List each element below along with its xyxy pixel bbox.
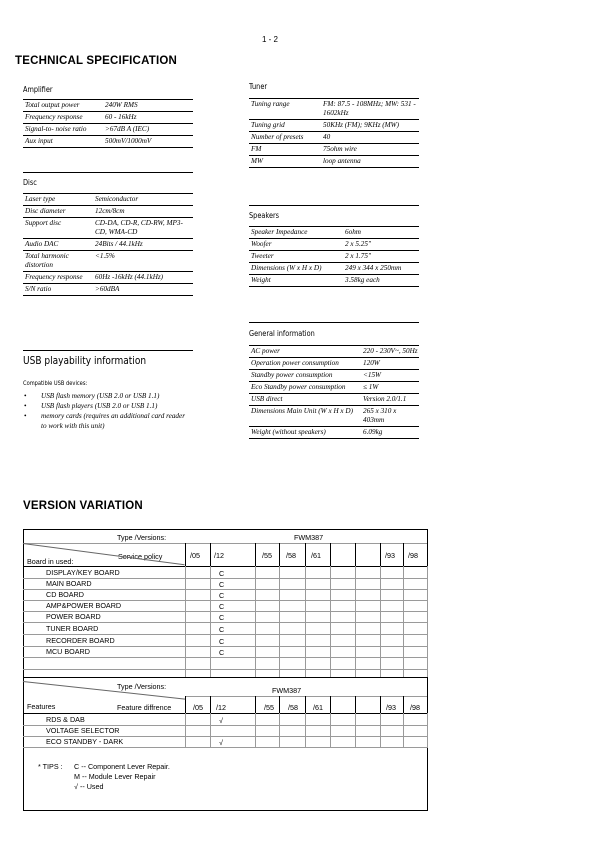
spec-label: MW (249, 156, 319, 168)
table-rule (23, 634, 427, 635)
bullet-icon: • (24, 412, 27, 420)
board-name: TUNER BOARD (46, 624, 99, 633)
usb-heading: USB playability information (23, 354, 147, 367)
spec-value: 240W RMS (101, 100, 193, 112)
table-rule (279, 566, 280, 677)
tips-label: * TIPS : (38, 762, 63, 771)
spec-label: Number of presets (249, 132, 319, 144)
column-header: /93 (386, 703, 396, 712)
version-title: VERSION VARIATION (23, 500, 143, 512)
feature-difference-label: Feature diffrence (117, 703, 172, 712)
tip-line: C -- Component Lever Repair. (74, 762, 170, 771)
spec-label: Aux input (23, 136, 101, 148)
table-rule (305, 696, 306, 713)
spec-value: 265 x 310 x 403mm (359, 406, 419, 427)
page-number: 1 - 2 (262, 35, 279, 44)
column-header: /58 (288, 703, 298, 712)
table-rule (23, 657, 427, 658)
table-rule (403, 696, 404, 713)
table-rule (403, 543, 404, 566)
tip-line: M -- Module Lever Repair (74, 772, 156, 781)
table-rule (255, 696, 256, 713)
spec-label: FM (249, 144, 319, 156)
column-header: /58 (286, 551, 296, 560)
board-name: CD BOARD (46, 590, 84, 599)
spec-value: loop antenna (319, 156, 419, 168)
type-versions-label: Type /Versions: (117, 533, 167, 542)
table-rule (380, 566, 381, 677)
table-rule (185, 713, 186, 748)
board-code: C (219, 613, 225, 622)
table-rule (305, 566, 306, 677)
spec-value: <15W (359, 370, 419, 382)
table-rule (427, 713, 428, 748)
spec-value: 220 - 230V~, 50Hz (359, 346, 419, 358)
tips-lines (74, 762, 170, 792)
spec-value: Version 2.0/1.1 (359, 394, 419, 406)
board-code: C (219, 602, 225, 611)
spec-label: Dimensions Main Unit (W x H x D) (249, 406, 359, 427)
usb-list-item: • USB flash memory (USB 2.0 or USB 1.1) (24, 392, 160, 400)
table-rule (403, 566, 404, 677)
spec-value: 3.58kg each (341, 275, 419, 287)
feature-name: RDS & DAB (46, 715, 85, 724)
table-rule (279, 696, 280, 713)
board-code: C (219, 648, 225, 657)
spec-value: 50KHz (FM); 9KHz (MW) (319, 120, 419, 132)
spec-label: Weight (without speakers) (249, 427, 359, 439)
table-border (23, 677, 427, 678)
board-name: MAIN BOARD (46, 579, 92, 588)
spec-label: Operation power consumption (249, 358, 359, 370)
table-rule (305, 713, 306, 748)
spec-label: Total harmonic distortion (23, 251, 91, 272)
table-rule (255, 543, 256, 566)
spec-value: 40 (319, 132, 419, 144)
tips-block (38, 762, 63, 772)
spec-label: S/N ratio (23, 284, 91, 296)
table-rule (23, 669, 427, 670)
model-label: FWM387 (294, 533, 324, 542)
spec-label: Support disc (23, 218, 91, 239)
spec-label: Signal-to- noise ratio (23, 124, 101, 136)
speakers-heading: Speakers (249, 211, 280, 220)
spec-value: 12cm/8cm (91, 206, 193, 218)
column-header: /05 (190, 551, 200, 560)
table-rule (355, 566, 356, 677)
column-header: /12 (216, 703, 226, 712)
feature-name: ECO STANDBY - DARK (46, 737, 124, 746)
general-heading: General information (249, 329, 315, 338)
spec-value: 500mV/1000mV (101, 136, 193, 148)
features-label: Features (27, 702, 56, 711)
column-header: /12 (214, 551, 224, 560)
feature-name: VOLTAGE SELECTOR (46, 726, 120, 735)
column-header: /55 (264, 703, 274, 712)
spec-label: Frequency response (23, 272, 91, 284)
table-rule (355, 543, 356, 566)
board-name: MCU BOARD (46, 647, 90, 656)
board-code: C (219, 637, 225, 646)
table-rule (210, 543, 211, 566)
spec-value: 249 x 344 x 250mm (341, 263, 419, 275)
table-rule (185, 566, 186, 677)
column-header: /98 (410, 703, 420, 712)
table-rule (427, 543, 428, 566)
spec-label: Weight (249, 275, 341, 287)
column-header: /05 (193, 703, 203, 712)
table-rule (355, 713, 356, 748)
spec-value: >67dB A (IEC) (101, 124, 193, 136)
spec-label: Audio DAC (23, 239, 91, 251)
table-rule (255, 713, 256, 748)
table-border (23, 566, 427, 567)
spec-value: ≤ 1W (359, 382, 419, 394)
table-rule (330, 543, 331, 566)
spec-value: <1.5% (91, 251, 193, 272)
table-rule (380, 543, 381, 566)
amplifier-heading: Amplifier (23, 85, 53, 94)
board-name: AMP&POWER BOARD (46, 601, 122, 610)
board-in-used-label: Board in used: (27, 557, 74, 566)
board-code: C (219, 580, 225, 589)
spec-value: 24Bits / 44.1kHz (91, 239, 193, 251)
column-header: /55 (262, 551, 272, 560)
spec-value: CD-DA, CD-R, CD-RW, MP3-CD, WMA-CD (91, 218, 193, 239)
spec-value: >60dBA (91, 284, 193, 296)
column-header: /98 (408, 551, 418, 560)
bullet-icon: • (24, 392, 27, 400)
spec-value: 2 x 1.75" (341, 251, 419, 263)
spec-label: Speaker Impedance (249, 227, 341, 239)
spec-value: 60Hz -16kHz (44.1kHz) (91, 272, 193, 284)
column-header: /61 (311, 551, 321, 560)
spec-value: 120W (359, 358, 419, 370)
table-rule (23, 622, 427, 623)
table-rule (355, 696, 356, 713)
table-rule (403, 713, 404, 748)
table-border (23, 529, 427, 530)
spec-label: Tuning range (249, 99, 319, 120)
board-code: C (219, 625, 225, 634)
spec-value: 6.09kg (359, 427, 419, 439)
usb-list-item: • USB flash players (USB 2.0 or USB 1.1) (24, 402, 158, 410)
tip-line: √ -- Used (74, 782, 104, 791)
table-rule (210, 713, 211, 748)
table-rule (279, 543, 280, 566)
spec-label: Total output power (23, 100, 101, 112)
model-label: FWM387 (272, 686, 302, 695)
table-rule (305, 543, 306, 566)
spec-label: Eco Standby power consumption (249, 382, 359, 394)
table-rule (185, 543, 427, 544)
usb-list-item: • memory cards (requires an additional card reader to work with this unit) (24, 412, 185, 430)
spec-value: Semiconductor (91, 194, 193, 206)
spec-label: AC power (249, 346, 359, 358)
table-rule (330, 713, 331, 748)
type-versions-label: Type /Versions: (117, 682, 167, 691)
spec-label: Frequency response (23, 112, 101, 124)
page-title: TECHNICAL SPECIFICATION (15, 55, 177, 67)
table-rule (210, 696, 211, 713)
spec-value: 75ohm wire (319, 144, 419, 156)
board-name: POWER BOARD (46, 612, 101, 621)
table-border (23, 713, 427, 714)
spec-value: 6ohm (341, 227, 419, 239)
table-rule (185, 696, 186, 713)
table-rule (185, 696, 427, 697)
spec-value: FM: 87.5 - 108MHz; MW: 531 - 1602kHz (319, 99, 419, 120)
usb-compatible-label: Compatible USB devices: (23, 379, 88, 387)
spec-value: 2 x 5.25" (341, 239, 419, 251)
tuner-heading: Tuner (249, 82, 268, 91)
table-rule (23, 543, 185, 544)
spec-label: Tuning grid (249, 120, 319, 132)
spec-label: Tweeter (249, 251, 341, 263)
column-header: /61 (313, 703, 323, 712)
disc-heading: Disc (23, 178, 37, 187)
board-code: C (219, 569, 225, 578)
table-rule (330, 566, 331, 677)
table-rule (210, 566, 211, 677)
spec-label: Woofer (249, 239, 341, 251)
spec-value: 60 - 16kHz (101, 112, 193, 124)
spec-label: Dimensions (W x H x D) (249, 263, 341, 275)
table-rule (427, 566, 428, 677)
service-policy-label: Service policy (118, 552, 163, 561)
board-name: RECORDER BOARD (46, 636, 115, 645)
bullet-icon: • (24, 402, 27, 410)
table-border (23, 810, 428, 811)
table-rule (255, 566, 256, 677)
table-rule (279, 713, 280, 748)
table-rule (23, 747, 427, 748)
feature-mark: √ (219, 716, 223, 725)
column-header: /93 (385, 551, 395, 560)
spec-label: Laser type (23, 194, 91, 206)
feature-mark: √ (219, 738, 223, 747)
table-rule (185, 543, 186, 566)
table-rule (427, 696, 428, 713)
spec-label: USB direct (249, 394, 359, 406)
spec-label: Disc diameter (23, 206, 91, 218)
table-rule (380, 696, 381, 713)
table-rule (380, 713, 381, 748)
board-name: DISPLAY/KEY BOARD (46, 568, 120, 577)
board-code: C (219, 591, 225, 600)
table-rule (330, 696, 331, 713)
spec-label: Standby power consumption (249, 370, 359, 382)
